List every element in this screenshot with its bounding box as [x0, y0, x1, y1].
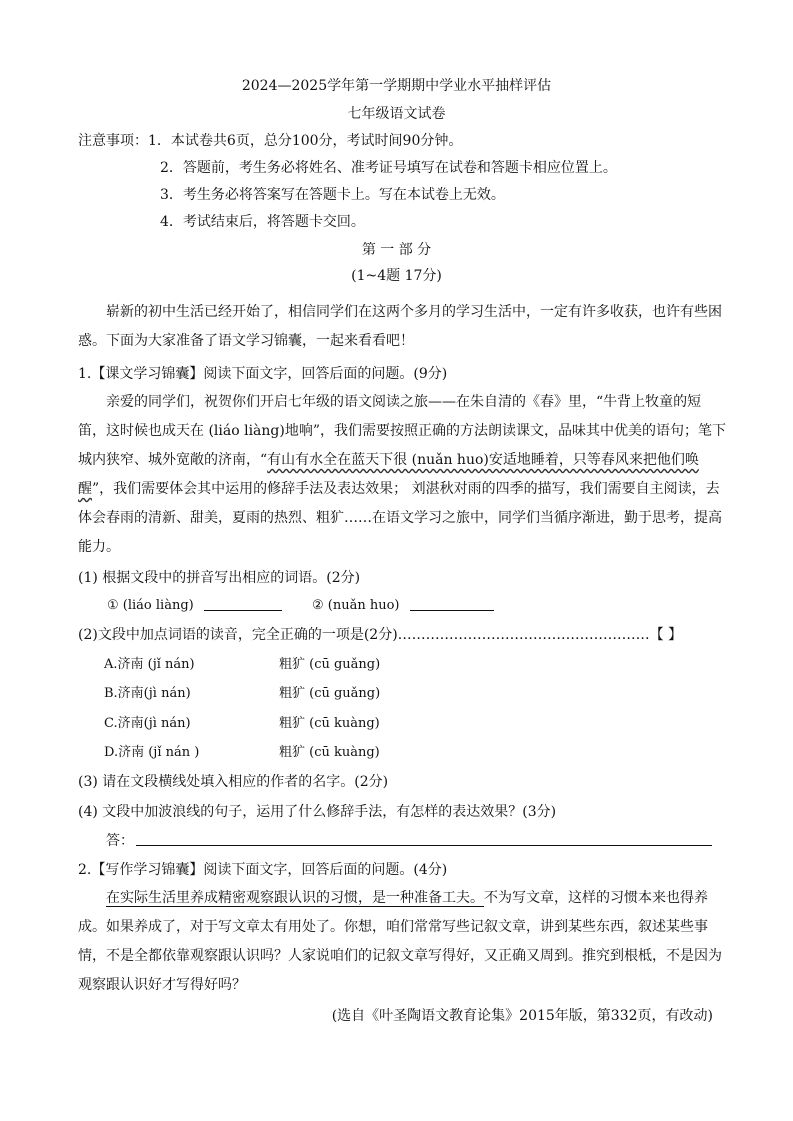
option-c-right: 粗犷 (cū kuàng)	[279, 716, 380, 731]
q1-passage-part2: ”，我们需要体会其中运用的修辞手法及表达效果； 刘湛秋对雨的四季的描写，我们需要自主阅读，去体会春雨的清新、甜美，夏雨的热烈、粗犷……在语文学习之旅中，同学们当循序渐进，勤于思考，提高能力。	[78, 481, 722, 555]
q1-sub1-b-label: ② (nuǎn huo)	[312, 598, 400, 613]
q1-sub1-a-label: ① (liáo liàng)	[107, 598, 194, 613]
note-item-1: 1．本试卷共6页，总分100分，考试时间90分钟。	[148, 133, 463, 149]
q1-passage	[78, 388, 726, 562]
q1-sub1: (1) 根据文段中的拼音写出相应的词语。(2分)	[78, 570, 361, 586]
q1-sub2: (2)文段中加点词语的读音，完全正确的一项是(2分)………………………………………………【 】	[78, 627, 683, 643]
note-item-2: 2．答题前，考生务必将姓名、准考证号填写在试卷和答题卡相应位置上。	[160, 160, 617, 176]
q2-underlined-sentence: 在实际生活里养成精密观察跟认识的习惯，是一种准备工夫。	[106, 890, 484, 906]
option-a-left: A.济南 (jǐ nán)	[104, 657, 195, 672]
q2-source: (选自《叶圣陶语文教育论集》2015年版，第332页，有改动)	[331, 1008, 713, 1024]
part-range: (1~4题 17分)	[351, 268, 442, 284]
exam-subtitle: 七年级语文试卷	[347, 106, 446, 122]
q1-passage-part1: 亲爱的同学们，祝贺你们开启七年级的语文阅读之旅——在朱自清的《春》里，“牛背上牧童的短笛，这时候也成天在 (liáo liàng)地响”，我们需要按照正确的方法朗读课文，品味其中优美的语句；笔下城内狭窄、城外宽敞的济南，“	[78, 394, 726, 468]
notes-label: 注意事项：	[78, 133, 148, 149]
q2-passage	[78, 884, 726, 1000]
q1-sub4: (4) 文段中加波浪线的句子，运用了什么修辞手法，有怎样的表达效果？(3分)	[78, 804, 557, 820]
q1-heading: 1.【课文学习锦囊】阅读下面文字，回答后面的问题。(9分)	[78, 366, 448, 382]
option-d-right: 粗犷 (cū kuàng)	[279, 745, 380, 760]
answer-label: 答：	[106, 833, 134, 849]
q1-sub1-b-blank[interactable]	[410, 596, 494, 611]
answer-line[interactable]	[136, 845, 712, 846]
q1-sub3: (3) 请在文段横线处填入相应的作者的名字。(2分)	[78, 774, 389, 790]
q2-passage-rest: 不为写文章，这样的习惯本来也得养成。如果养成了，对于写文章太有用处了。你想，咱们常常写些记叙文章，讲到某些东西，叙述某些事情，不是全都依靠观察跟认识吗？人家说咱们的记叙文章写得好，又正确又周到。推究到根柢，不是因为观察跟认识好才写得好吗？	[78, 890, 722, 993]
option-d-left: D.济南 (jǐ nán )	[104, 745, 200, 760]
part-title: 第 一 部 分	[361, 242, 432, 258]
option-b-right: 粗犷 (cū guǎng)	[279, 686, 381, 701]
option-c-left: C.济南(jì nán)	[104, 716, 191, 731]
q1-sub1-a-blank[interactable]	[204, 596, 282, 611]
intro-paragraph: 崭新的初中生活已经开始了，相信同学们在这两个多月的学习生活中，一定有许多收获，也许有些困惑。下面为大家准备了语文学习锦囊，一起来看看吧！	[78, 304, 722, 349]
q1-sub1-a	[107, 596, 282, 616]
q1-wavy-sentence: 有山有水全在蓝天下很 (nuǎn huo)安适地睡着，只等春风来把他们唤醒	[78, 452, 699, 497]
option-b-left: B.济南(jì nán)	[104, 686, 191, 701]
option-a-right: 粗犷 (cū guǎng)	[279, 657, 381, 672]
note-item-3: 3．考生务必将答案写在答题卡上。写在本试卷上无效。	[160, 187, 505, 203]
q1-sub1-b	[312, 596, 494, 616]
note-item-4: 4．考试结束后，将答题卡交回。	[160, 214, 365, 230]
exam-title: 2024—2025学年第一学期期中学业水平抽样评估	[241, 78, 552, 94]
q2-heading: 2.【写作学习锦囊】阅读下面文字，回答后面的问题。(4分)	[78, 862, 448, 878]
